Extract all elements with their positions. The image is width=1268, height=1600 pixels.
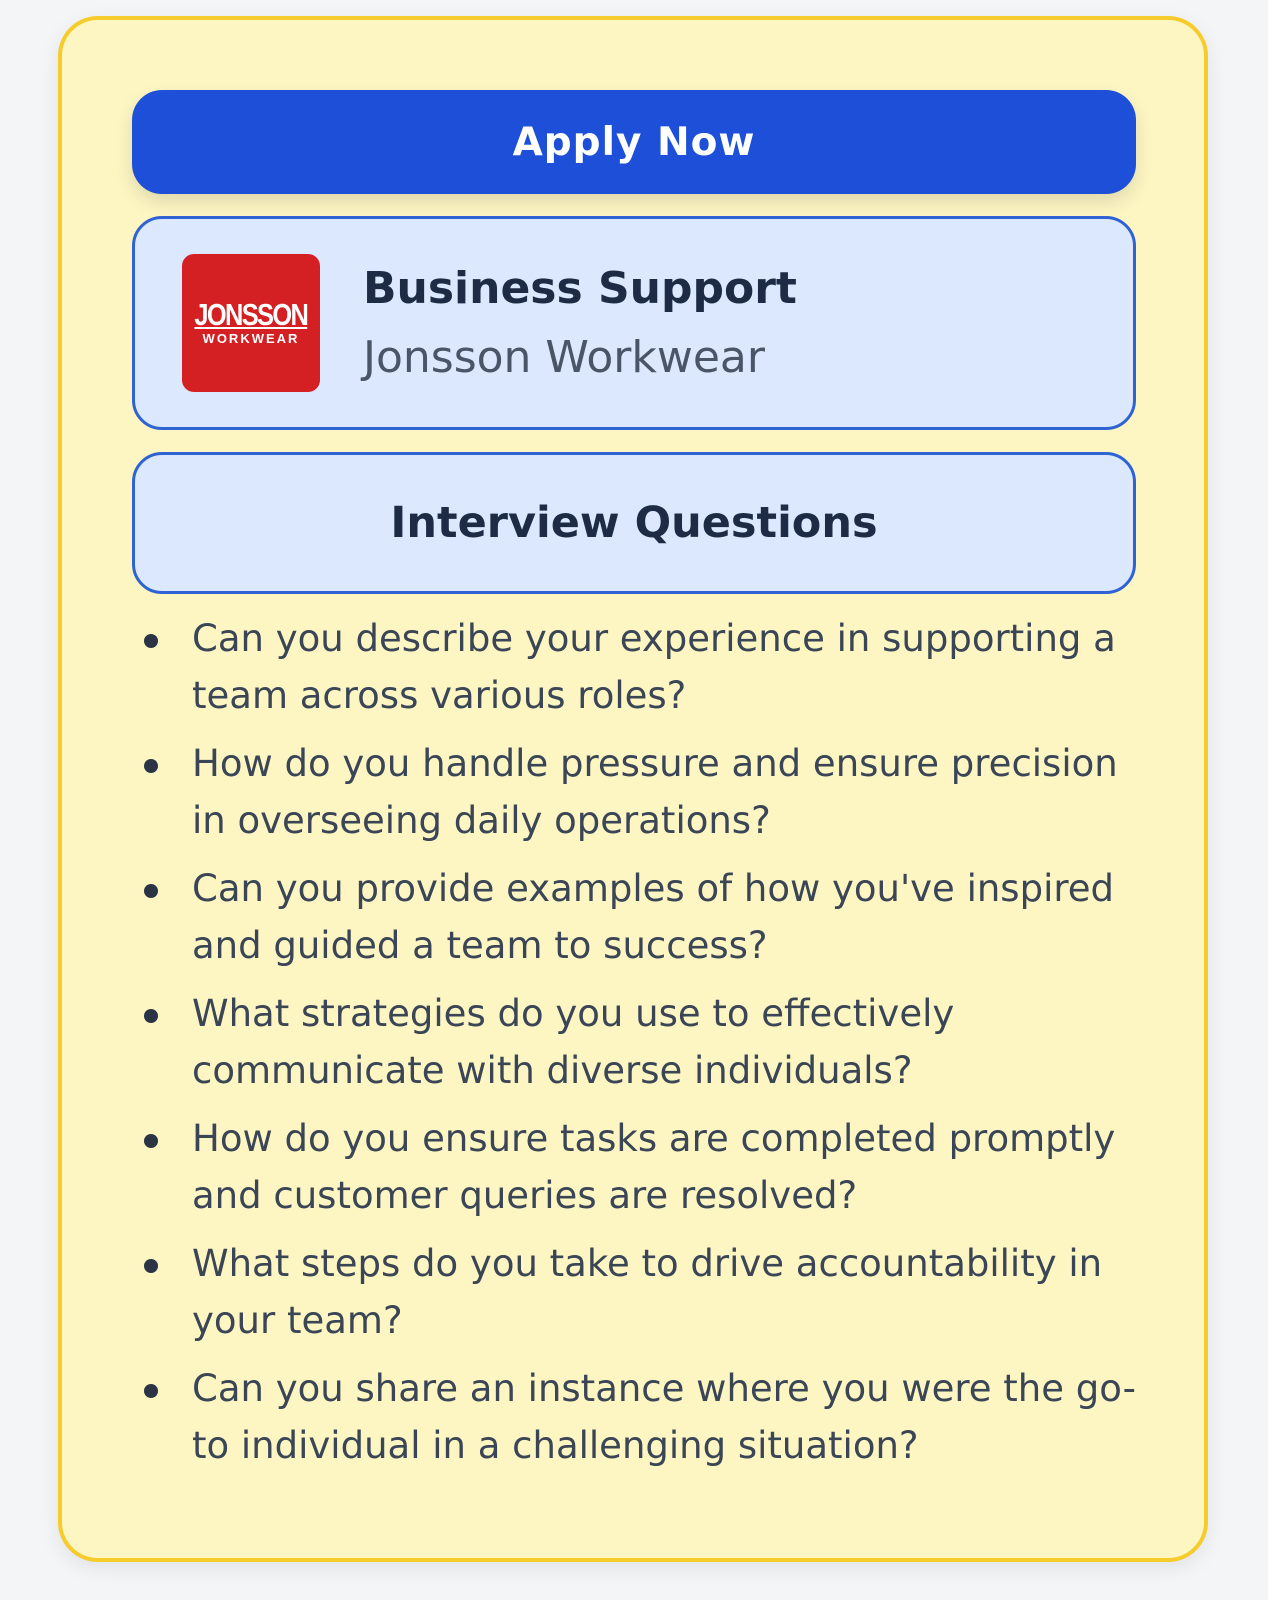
list-item: How do you handle pressure and ensure precision in overseeing daily operations? [132,735,1152,849]
list-item: Can you provide examples of how you've inspired and guided a team to success? [132,860,1152,974]
list-item: What steps do you take to drive accountability in your team? [132,1235,1152,1349]
list-item: Can you share an instance where you were the go-to individual in a challenging situation? [132,1360,1152,1474]
company-logo [182,254,320,392]
interview-questions-heading: Interview Questions [132,452,1136,594]
list-item: What strategies do you use to effectively communicate with diverse individuals? [132,985,1152,1099]
interview-questions-list [132,610,1152,1485]
apply-now-button[interactable]: Apply Now [132,90,1136,194]
job-title: Business Support [363,263,797,314]
logo-sub-text: WORKWEAR [202,330,300,346]
job-interview-card [58,16,1208,1562]
job-info-panel[interactable] [132,216,1136,430]
list-item: Can you describe your experience in supporting a team across various roles? [132,610,1152,724]
company-name: Jonsson Workwear [363,332,765,383]
logo-main-text: JONSSON [194,296,308,332]
list-item: How do you ensure tasks are completed promptly and customer queries are resolved? [132,1110,1152,1224]
